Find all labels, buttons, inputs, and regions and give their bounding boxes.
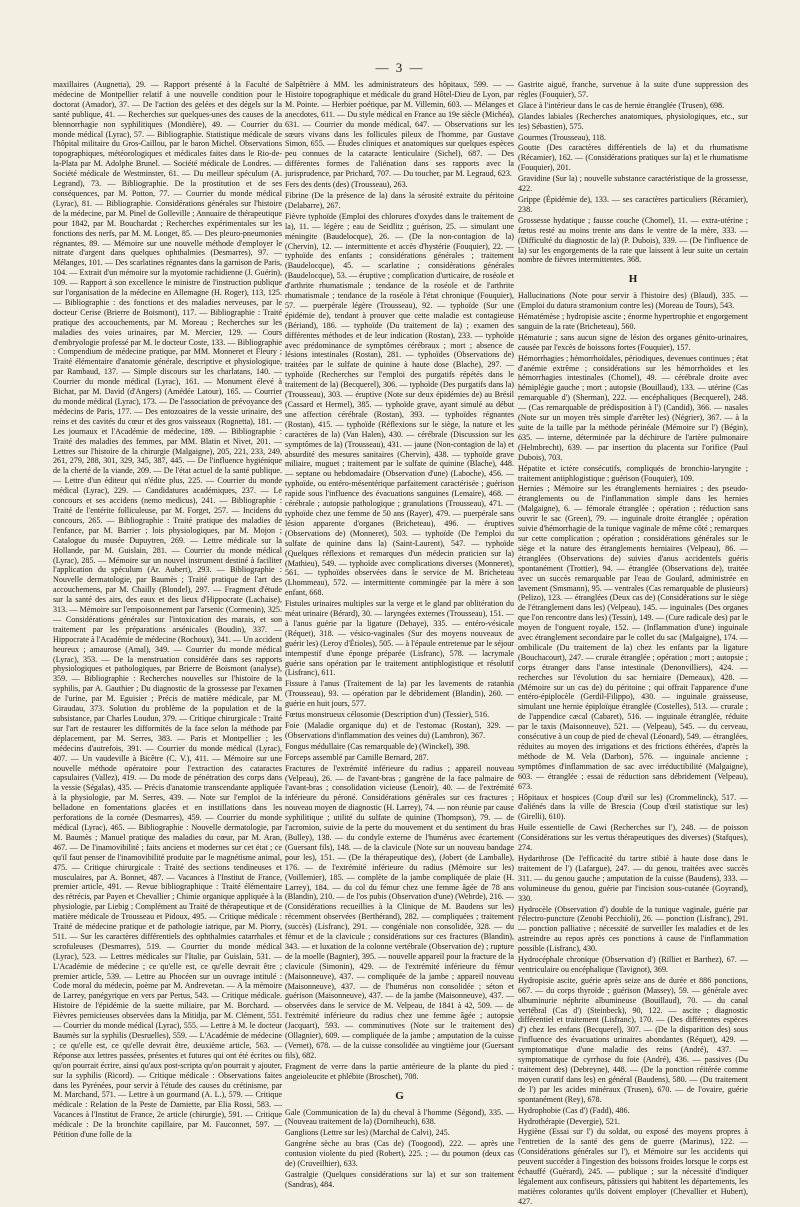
index-entry: maxillaires (Augnetta), 29. — Rapport présenté à la Faculté de médecine de Montpellier relatif à une nouvelle condition pour le doctorat (Amador), 37. — De l'action des gelées et des dégels sur la santé publique, 41. — Recherches sur quelques-unes des causes de la blennorrhagie non syphilitiques (Mondière), 49. — Courrier du monde médical (Lyrac), 57. — Bibliographie. Statistique médicale de l'hôpital militaire du Gros-Caillou, par le baron Michel. Observations topographiques, météorologiques et médicales faites dans le Rio-de-la-Plata par M. Adolphe Brunel. — Société médicale de Londres. — Société médicale de Westminster, 61. — Du meilleur spéculum (A. Legrand), 73. — Bibliographie. De la prostitution et de ses conséquences, par M. Potton, 77. — Courrier du monde médical (Lyrac), 81. — Bibliographie. Considérations générales sur l'histoire de la médecine, par M. Pinel de Golleville ; Annuaire de thérapeutique pour 1842, par M. Bouchardat ; Recherches expérimentales sur les fonctions des nerfs, par M. M. Longet, 85. — Des pleuro-pneumonies régnantes, 89. — Mémoire sur une nouvelle méthode d'employer le nitrate d'argent dans quelques ophthalmies (Desmarres), 97. — Mélanges, 101. — Des scarlatines régnantes dans la garnison de Paris, 104. — Extrait d'un mémoire sur la myotomie rachidienne (J. Guérin), 109. — Rapport à son excellence le ministre de l'instruction publique sur l'organisation de la médecine en Allemagne (H. Roger), 113, 125. — Bibliographie : des fonctions et des maladies nerveuses, par le docteur Cerise (Brierre de Boismont), 117. — Bibliographie : Traité pratique des accouchements, par M. Moreau ; Recherches sur les maladies des voies urinaires, par M. Mercier, 129. — Cours d'embryologie professé par M. le docteur Coste, 133. — Bibliographie : Compendium de médecine pratique, par MM. Monneret et Fleury ; Traité élémentaire d'anatomie générale, descriptive et physiologique, par Rambaud, 137. — Simple discours sur les charlatans, 140. — Courrier du monde médical (Lyrac), 161. — Monument élevé à Bichat, par M. David (d'Angers) (Amédée Latour), 165. — Courrier du monde médical (Lyrac), 173. — De l'association de prévoyance des médecins de Paris, 177. — Des entozoaires de la vessie urinaire, des reins et des cavités du cœur et des gros vaisseaux (Rognetta), 181. — Les journaux et l'Académie de médecine, 189. — Bibliographie : Traité des maladies des femmes, par MM. Blatin et Nivet, 201. — Lettres sur l'histoire de la chirurgie (Malgaigne), 205, 221, 233, 249, 261, 279, 288, 301, 329, 345, 387, 445. — De l'influence hygiénique de la cherté de la viande, 209. — De l'état actuel de la santé publique. — Lettre d'un éditeur qui n'édite plus, 225. — Courrier du monde médical (Lyrac), 229. — Candidatures académiques, 237. — Le concours et ses accidens (nemo medicus), 241. — Bibliographie : Traité de l'entérite folliculeuse, par M. Forget, 257. — Incidens du concours, 265. — Bibliographie : Traité pratique des maladies de l'enfance, par M. Barrier ; lois physiologiques, par M. Mojon ; Catalogue du musée Dupuytren, 269. — Lettre médicale sur la Hollande, par M. Guislain, 281. — Courrier du monde médical (Lyrac), 285. — Mémoire sur un nouvel instrument destiné à faciliter l'application du spéculum (Ar. Aubert), 293. — Bibliographie : Nouvelle dermatologie, par Baumès ; Traité pratique de l'art des accouchemens, par M. Chailly (Blondel), 297. — Fragment d'étude sur la santé des airs, des eaux et des lieux d'Hippocrate (Lachaise), 313. — Mémoire sur l'empoisonnement par l'arsenic (Cormenin), 325. — Considérations générales sur l'intoxication des marais, et son traitement par les préparations arsénicales (Boudin), 337. — Hippocrate à l'Académie de médecine (Rochoux), 341. — Un accident heureux ; amaurose (Amal), 349. — Courrier du monde médical (Lyrac), 353. — De la menstruation considérée dans ses rapports physiologiques et pathologiques, par Brierre de Boismont (analyse), 359. — Bibliographie : Recherches nouvelles sur l'histoire de la syphilis, par A. Gauthier ; Du diagnostic de la grossesse par l'examen de l'urine, par M. Eguisier ; Précis de matière médicale, par M. Giraudau, 373. Solution du problème de la population et de la subsistance, par Charles Loudun, 379. — Critique chirurgicale : Traité sur l'art de restaurer les difformités de la face selon la méthode par déplacement, par M. Serres, 383. — Paris et Montpellier ; les médecins d'autrefois, 391. — Courrier du monde médical (Lyrac), 407. — Un vaudeville à Bicêtre (C. V.), 411. — Mémoire sur une nouvelle méthode opératoire pour l'extraction des cataractes capsulaires (Vallez), 419. — Du mode de pénétration des corps dans la vessie (Ségalas), 435. — Précis d'anatomie transcendante appliquée à la physiologie, par M. Serres, 439. — Note sur l'emploi de la belladone en fomentations glacées et en instillations dans les perforations de la cornée (Desmarres), 459. — Courrier du monde médical (Lyrac), 465. — Bibliographie : Nouvelle dermatologie, par M. Baumès ; Manuel pratique des maladies du cœur, par M. Aran, 467. — De l'inamovibilité ; faits anciens et modernes sur cet état ; ce qu'il faut penser de l'inamovibilité produite par le magnétisme animal, 475. — Critique chirurgicale : Traité des sections tendineuses et musculaires, par A. Bonnet, 487. — Vacances à l'Institut de France, premier article, 491. — Revue bibliographique : Traité élémentaire des rétrécis, par Payen et Chevallier ; Chimie organique appliquée à la physiologie, par Liebig ; Complément au Traité de thérapeutique et de matière médicale de Trousseau et Pidoux, 495. — Critique médicale : Traité de médecine pratique et de pathologie iatrique, par M. Piorry, 511. — Sur les caractères différentiels des ophthalmies catarrhales et scrofuleuses (Desmarres), 519. — Courrier du monde médical (Lyrac), 523. — Lettres médicales sur l'Italie, par Guislain, 531. — L'Académie de médecine ; ce qu'elle est, ce qu'elle devrait être ; premier article, 539. — Lettre au Phocéen sur un ouvrage intitulé : Code moral du médecin, poème par M. Andrevetan. — A la mémoire de Larrey, panégyrique en vers par Pertus, 543. — Critique médicale. Histoire de l'épidémie de la suette miliaire, par M. Borchard. — Fièvres pernicieuses observées dans la Mitidja, par M. Clément, 551. — Courrier du monde médical (Lyrac), 555. — Lettre à M. le docteur Baumès sur la syphilis (Desruelles), 559. — L'Académie de médecine ; ce qu'elle est, ce qu'elle devrait être, deuxième article, 563. — Réponse aux lettres passées, présentes et futures qui ont été écrites ou qu'on pourrait écrire, ainsi qu'aux post-scripta qu'on pourrait y ajouter, sur la syphilis (Ricord). — Critique médicale : Observations faites dans les Pyrénées, pour servir à l'étude des causes du crétinisme, par M. Marchand, 571. — Lettre à un gourmand (A. L.), 579. — Critique médicale : Relation de la Peste de Damiette, par Elia Rossi, 583. — Vacances à l'Institut de France, 2e article (chirurgie), 591. — Critique médicale : De la bronchite capillaire, par M. Fauconnet, 597. — Pétition d'une folle de la xyxy=(53,80,282,1140)
index-entry: Fibrine (De la présence de la) dans la sérosité extraite du péritoine (Delabarre), 267. xyxy=(285,190,514,210)
index-entry: Salpêtrière à MM. les administrateurs des hôpitaux, 599. — — Histoire topographique et médicale du grand Hôtel-Dieu de Lyon, par M. Pointe. — Herbier poétique, par M. Villemin, 603. — Mélanges et anecdotes, 611. — Du style médical en France au 19e siècle (Michéa), 631. — Courrier du monde médical, 647. — Observations sur les sœurs vivans dans les follicules pileux de l'homme, par Gustave Simon, 655. — Études cliniques et anatomiques sur quelques espèces peu connues de la cataracte lenticulaire (Sichel), 687. — Des différentes formes de l'aliénation dans ses rapports avec la jurisprudence, par Prichard, 707. — Du toucher, par M. Legraud, 623. xyxy=(285,80,514,179)
index-entry: Fragment de verre dans la partie antérieure de la plante du pied ; angeioleucite et phlébite (Broschet), 708. xyxy=(285,1061,514,1081)
index-entry: Hématurie ; sans aucun signe de lésion des organes génito-urinaires, causée par l'excès de boissons fortes (Fouquier), 157. xyxy=(518,332,748,352)
index-entry: Gale (Communication de la) du cheval à l'homme (Ségond), 335. — (Nouveau traitement de la) (Dorniheuch), 638. xyxy=(285,1107,514,1127)
index-entry: Fistules urinaires multiples sur la verge et le gland par oblitération du méat urinaire (Bérard), 30. — laryngées externes (Trousseau), 151. — à l'anus guérie par la ligature (Dehaye), 335. — entéro-vésicale (Réquet), 318. — vésico-vaginales (Sur des moyens nouveaux de guérir les) (Leroy d'Étioles), 505. — à l'épaule entretenue par le séjour intempestif d'une éponge préparée (Lisfranc), 578. — lacrymale guérie sans opération par le traitement antiphlogistique et résolutif (Lisfranc), 611. xyxy=(285,599,514,678)
index-entry: Hémorrhagies ; hémorrhoïdales, périodiques, devenues continues ; état d'anémie extrême ; considérations sur les hémorrhoïdes et les hémorrhagies intestinales (Chomel), 49. — cérébrale droite avec hémiplégie gauche ; mort ; autopsie (Bouillaud), 133. — utérine (Cas remarquable d') (Sherman), 222. — encéphaliques (Becquerel), 248. — (Cas remarquable de prédisposition à l') (Candid), 366. — nasales (Note sur un moyen très simple d'arrêter les) (Négrier), 367. — à la suite de la taille par la méthode périnéale (Mémoire sur l') (Bégin), 635. — interne, déterminée par la déchirure de l'artère pulmonaire (Helmbrecht), 639. — par insertion du placenta sur l'orifice (Paul Dubois), 703. xyxy=(518,353,748,462)
index-entry: Hépatite et ictère consécutifs, compliqués de bronchio-laryngite ; traitement antiphlogistique ; guérison (Fouquier), 109. xyxy=(518,463,748,483)
column-middle xyxy=(285,80,514,1189)
index-entry: Grossesse hydatique ; fausse couche (Chomel), 11. — extra-utérine ; fœtus resté au moins trente ans dans le ventre de la mère, 333. — (Difficulté du diagnostic de la) (P. Dubois), 339. — (De l'influence de la) sur les engorgements de la rate que laissent à leur suite un certain nombre de fièvres intermittentes. 368. xyxy=(518,215,748,265)
index-entry: Fièvre typhoïde (Emploi des chlorures d'oxydes dans le traitement de la), 11. — légère ; eau de Seidlitz ; guérison, 25. — simulant une méningite (Baudelocque), 26. — (De la non-contagion de la) (Chervin), 12. — intermittente et accès d'hystérie (Fouquier), 22. — typhoïde des enfants ; considérations générales ; traitement (Baudelocque), 45. — scarlatine ; considérations générales (Baudelocque), 53. — éruptive ; complication d'urticaire, de roséole et d'arthrite rhumatismale ; tendance de la roséole et de l'arthrite rhumatismale ; tendance de la roséole à l'état chronique (Fouquier), 57. — puerpérale légère (Trousseau), 92. — typhoïde (Sur une épidémie de), tendant à prouver que cette maladie est contagieuse (Bériand), 186. — typhoïde (Du traitement de la) ; examen des différentes méthodes et de leur indication (Rostan), 233. — typhoïde avec prédominance de symptômes cérébraux ; mort ; absence de lésions intestinales (Rostan), 281. — typhoïdes (Observations de) traitées par le sulfate de quinine à haute dose (Blache), 297. — typhoïde (Recherches sur l'emploi des purgatifs répétés dans le traitement de la) (Becquerel), 306. — typhoïde (Des purgatifs dans la) (Trousseau), 303. — éruptive (Note sur deux épidémies de) au Brésil (Cassard et Hermel), 385. — typhoïde grave, ayant simulé au début une affection cérébrale (Rostan), 393. — typhoïdes régnantes (Rostan), 415. — typhoïde (Réflexions sur le siège, la nature et les caractères de la) (Van Halen), 430. — cérébrale (Discussion sur les symptômes de la) (Trousseau), 431. — jaune (Non-contagion de la) et absurdité des mesures sanitaires (Chervin), 438. — typhoïde grave miliaire, muguet ; traitement par le sulfate de quinine (Blache), 448. — septane ou hebdomadaire (Observation d'une) (Laboche), 456. — typhoïde, ou entéro-mésentérique parfaitement caractérisée ; guérison rapide sous l'influence des évacuations sanguines (Lemaire), 468. — cérébrale ; autopsie pathologique ; granulations (Trousseau), 471. — typhoïde chez une femme de 50 ans (Rayer), 479. — puerpérale sans lésion apparente d'organes (Bricheteau), 496. — éruptives (Observations de) (Monneret), 503. — typhoïde (De l'emploi du sulfate de quinine dans la) (Saint-Laurent), 547. — typhoïde (Quelques réflexions et remarques d'un médecin praticien sur la) (Mathieu), 549. — typhoïde avec complications diverses (Monneret), 561. — typhoïdes observées dans le service de M. Bricheteau (Lhommeau), 572. — intermittente commingée par la mère à son enfant, 668. xyxy=(285,211,514,598)
index-entry: Gravidine (Sur la) ; nouvelle substance caractéristique de la grossesse, 422. xyxy=(518,174,748,194)
index-entry: Hydrothérapie (Devergie), 521. xyxy=(518,1116,620,1126)
column-right xyxy=(518,80,748,1206)
index-entry: Fissure à l'anus (Traitement de la) par les lavements de ratanhia (Trousseau), 93. — opération par le débridement (Blandin), 260. — guérie en huit jours, 577. xyxy=(285,679,514,709)
index-entry: Foie (Maladie organique du) et de l'estomac (Rostan), 329. — (Observations d'inflammation des veines du) (Lambron), 367. xyxy=(285,721,514,740)
index-entry: Hernies ; Mémoire sur les étranglements herniaires ; des pseudo-étranglements ou de l'inflammation simple dans les hernies (Malgaigne), 6. — fémorale étranglée ; opération ; réduction sans ouvrir le sac (Green), 79. — inguinale droite étranglée ; opération suivie d'hémorrhagie de la tunique vaginale de même côté ; remarques sur cette complication ; opération ; considérations générales sur le siège et la nature des étranglements herniaires (Velpeau), 86. — étranglées (Observations de) suivies d'anus accidentels guéris spontanément (Trottier), 94. — étranglée (Observations de), traitée avec un succès remarquable par l'eau de Goulard, administrée en lavement (Smsmann), 95. — ventrales (Cas remarquable de plusieurs) (Pelizo), 123. — étranglées (Deux cas de) (Considérations sur le siège de l'étranglement dans les) (Velpeau), 145. — inguinales (Des organes que l'on rencontre dans les) (Tessin), 149. — (Cure radicale des) par le moyen de l'onguent royale, 152. — (Inflammation d'une) inguinale avec étranglement secondaire par le collet du sac (Malgaigne), 174. — ombilicale (Du traitement de la) chez les enfants par la ligature (Bouchacourt), 247. — crurale étranglée ; opération ; mort ; autopsie ; corps étranger dans l'anse intestinale (Denonvilliers), 424. — recherches sur l'évolution du sac herniaire (Demeaux), 428. — (Mémoire sur un cas de) du péritoine ; qui offrait l'apparence d'une entéro-épiplocèle (Gerdil-Filippo), 430. — inguinale graisseuse, simulant une hernie épiploïque étranglée (Costelles), 513. — crurale ; de l'appendice cæcal (Cabaret), 516. — inguinale étranglée, réduite par le taxis (Maisonneuve), 521. — (Velpeau), 545. — du cerveau, consécutive à un coup de pied de cheval (Léonard), 549. — étranglées, réduites au moyen des irrigations et des frictions éthérées, d'après la méthode de M. Vela (Darbon), 576. — inguinale ancienne ; symptômes d'inflammation de sac avec irréductibilité (Malgaigne), 603. — étranglée ; essai de réduction sans débridement (Velpeau), 673. xyxy=(518,484,748,791)
index-entry: Gourmes (Trousseau), 118. xyxy=(518,132,606,142)
index-entry: Gastralgie (Quelques considérations sur la) et sur son traitement (Sandras), 484. xyxy=(285,1169,514,1189)
index-entry: Gastrite aiguë, franche, survenue à la suite d'une suppression des règles (Fouquier), 57. xyxy=(518,80,748,99)
index-entry: Hydrocéphale chronique (Observation d') (Rilliet et Barthez), 67. — ventriculaire ou encéphalique (Tavignot), 369. xyxy=(518,955,748,974)
index-entry: Fractures de l'extrémité inférieure du radius ; appareil nouveau (Velpeau), 26. — de l'avant-bras ; gangrène de la face palmaire de l'avant-bras ; consolidation vicieuse (Lenoir), 40. — de l'extrémité inférieure du péroné. Considérations générales sur ces fractures ; nouveau moyen de diagnostic (H. Larrey), 74. — non réunie par cause syphilitique ; utilité du sulfate de quinine (Thompson), 79. — de l'acromion, suivie de la perte du mouvement et du sentiment du bras (Bulley), 138. — du condyle externe de l'humérus avec écartement (Guersant fils), 148. — de la clavicule (Note sur un nouveau bandage pour les), 151. — (De la thérapeutique des), (Jobert (de Lamballe), 176. — de l'extrémité inférieure du radius (Mémoire sur les) (Voillemier), 185. — complète de la jambe compliquée de plaie (H. Larrey), 184. — du col du fémur chez une femme âgée de 78 ans (Blandin), 210. — de l'os pubis (Observation d'une) (Webrde), 216. — (Considérations recueillies à la Clinique de M. Baudens sur les) récemment observées (Berthérand), 282. — compliquées ; traitement (succès) (Lisfranc), 291. — congéniale non consolidée, 328. — du fémur et de la clavicule ; considérations sur ces fractures (Blandin), 343. — et luxation de la colonne vertébrale (Observation de) ; rupture de la moelle (Bagnier), 395. — nouvelle appareil pour la fracture de la clavicule (Simonin), 429. — de l'extrémité inférieure du fémur (Maisonneuve), 437. — compliquée de la jambe ; appareil nouveau (Maisonneuve), 437. — de l'humérus non consolidée ; séton et guérison (Maisonneuve), 437. — de la jambe (Maisonneuve), 437. — observées dans le service de M. Velpeau, de 1841 à 42, 509. — de l'extrémité inférieure du radius chez une femme âgée ; autopsie (Jacquart), 593. — comminutives (Note sur le traitement des) (Ollagnier), 609. — compliquée de la jambe ; amputation de la cuisse (Vernet), 678. — de la cuisse consolidée au vingtième jour (Guersant fils), 682. xyxy=(285,763,514,1060)
index-entry: Forceps assemblé par Camille Bernard, 287. xyxy=(285,752,429,762)
index-entry: Fongus médullaire (Cas remarquable de) (Winckel), 398. xyxy=(285,741,470,751)
index-entry: Gangrène sèche au bras (Cas de) (Toogood), 222. — après une contusion violente du pied (Robert), 225. ; — du poumon (deux cas de) (Cruveilhier), 633. xyxy=(285,1139,514,1169)
section-letter-g: G xyxy=(395,1089,404,1102)
index-entry: Hydrocèle (Observation d') double de la tunique vaginale, guérie par l'électro-puncture (Zenobi Pecchioli), 26. — ponction (Lisfranc), 291. — ponction palliative ; nécessité de surveiller les maladies et de les astreindre au repos après ces ponctions à cause de l'inflammation possible (Lisfranc), 430. xyxy=(518,904,748,954)
index-entry: Hôpitaux et hospices (Coup d'œil sur les) (Crommelinck), 517. — d'aliénés dans la ville de Brescia (Coup d'œil statistique sur les) (Girelli), 610). xyxy=(518,792,748,822)
page-number: — 3 — xyxy=(375,60,425,75)
section-letter-h: H xyxy=(628,273,638,286)
index-entry: Hygiène (Essai sur l') du soldat, ou exposé des moyens propres à l'entretien de la santé des gens de guerre (Marinus), 122. — (Considérations générales sur l'), et Mémoire sur les accidents qui peuvent succéder à l'ingestion des boissons froides lorsque le corps est échauffé (Guérard), 245. — publique ; sur la nécessité d'indiquer légalement aux confiseurs, pâtissiers qui habitent les départements, les matières colorantes qu'ils doivent employer (Chevallier et Hubert), 427. xyxy=(518,1127,748,1206)
index-entry: Hydrophobie (Cas d') (Fadd), 486. xyxy=(518,1105,630,1115)
index-entry: Fœtus monstrueux célosomie (Description d'un) (Tessier), 516. xyxy=(285,710,490,720)
index-entry: Hydropisie ascite, guérie après seize ans de durée et 886 ponctions, 667. — du corps thyroïde ; guérison (Massey), 59. — générale avec albuminurie néphrite albumineuse (Bouillaud), 70. — du canal vertébral (Cas d') (Steinbeck), 90, 122. — ascite ; diagnostic différentiel et traitement (Lisfranc), 170. — (Des différentes espèces d') chez les enfans (Becquerel), 307. — (De la disparition des) sous l'influence des évacuations urinaires abondantes (Réquet), 429. — symptomatique d'une maladie des reins (André), 437. — symptomatique de cyrrhose du foie (André), 436. — passives (Du traitement des) (Debreyne), 448. — (De la ponction réitérée comme moyen curatif dans les) en général (Baudens), 580. — (Du traitement de l') par les acides minéraux (Trusen), 670. — de l'ovaire, guérie spontanément (Rey), 678. xyxy=(518,975,748,1104)
index-entry: Glace à l'intérieur dans le cas de hernie étranglée (Trusen), 698. xyxy=(518,100,725,110)
index-entry: Fers des dents (des) (Trousseau), 263. xyxy=(285,180,408,190)
index-entry: Glandes labiales (Recherches anatomiques, physiologiques, etc., sur les) Sébastien), 575. xyxy=(518,111,748,131)
index-entry: Hydarthrose (De l'efficacité du tartre stibié à haute dose dans le traitement de l') (Lafargue), 247. — du genou, traitées avec succès 311. — du genou gauche ; amputation de la cuisse (Baudens), 333. — volumineuse du genou, guérie par l'incision sous-cutanée (Goyrand), 330. xyxy=(518,853,748,903)
column-left xyxy=(53,80,282,1150)
index-entry: Goutte (Des caractères différentiels de la) et du rhumatisme (Récamier), 162. — (Considérations pratiques sur la) et le rhumatisme (Fouquier), 201. xyxy=(518,143,748,173)
index-entry: Huile essentielle de Cawi (Recherches sur l'), 248. — de poisson (Considérations sur les vertus thérapeutiques des diverses) (Stafques), 274. xyxy=(518,823,748,853)
index-entry: Grippe (Épidémie de), 133. — ses caractères particuliers (Récamier), 238. xyxy=(518,194,748,214)
index-entry: Ganglions (Lettre sur les) (Marchal de Calvi), 245. xyxy=(285,1128,450,1138)
index-entry: Hématémèse ; hydropisie ascite ; énorme hypertrophie et engorgement sanguin de la rate (Bricheteau), 560. xyxy=(518,312,748,331)
index-entry: Hallucinations (Note pour servir à l'histoire des) (Blaud), 335. — (Emploi du datura stramonium contre les) (Moreau de Tours), 543. xyxy=(518,291,748,311)
